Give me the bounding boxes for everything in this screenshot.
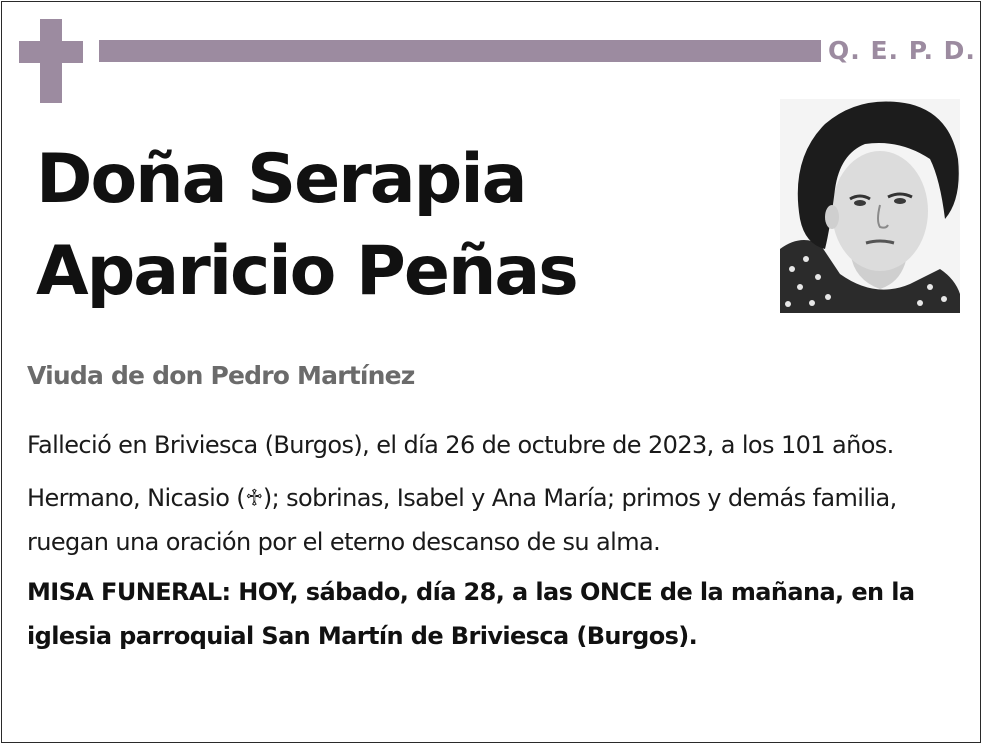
- obituary-card: [1, 1, 981, 743]
- latin-cross-icon: [19, 19, 83, 103]
- name-line-2: Aparicio Peñas: [36, 232, 577, 311]
- qepd-label: Q. E. P. D.: [828, 36, 976, 65]
- family-text-start: Hermano, Nicasio (: [27, 484, 246, 512]
- widow-subtitle: Viuda de don Pedro Martínez: [27, 361, 415, 390]
- family-paragraph: [27, 476, 972, 564]
- small-cross-icon: ♱: [245, 484, 263, 512]
- portrait-photo: [780, 99, 960, 313]
- death-notice-paragraph: Falleció en Briviesca (Burgos), el día 26 de octubre de 2023, a los 101 años.: [27, 431, 894, 459]
- name-line-1: Doña Serapia: [36, 140, 526, 219]
- header-rule: [99, 40, 821, 62]
- funeral-mass-paragraph: MISA FUNERAL: HOY, sábado, día 28, a las ONCE de la mañana, en la iglesia parroquial San Martín de Briviesca (Burgos).: [27, 578, 915, 650]
- family-text-end: ); sobrinas, Isabel y Ana María; primos y demás familia, ruegan una oración por el eterno descanso de su alma.: [27, 484, 897, 556]
- deceased-name: [36, 134, 756, 318]
